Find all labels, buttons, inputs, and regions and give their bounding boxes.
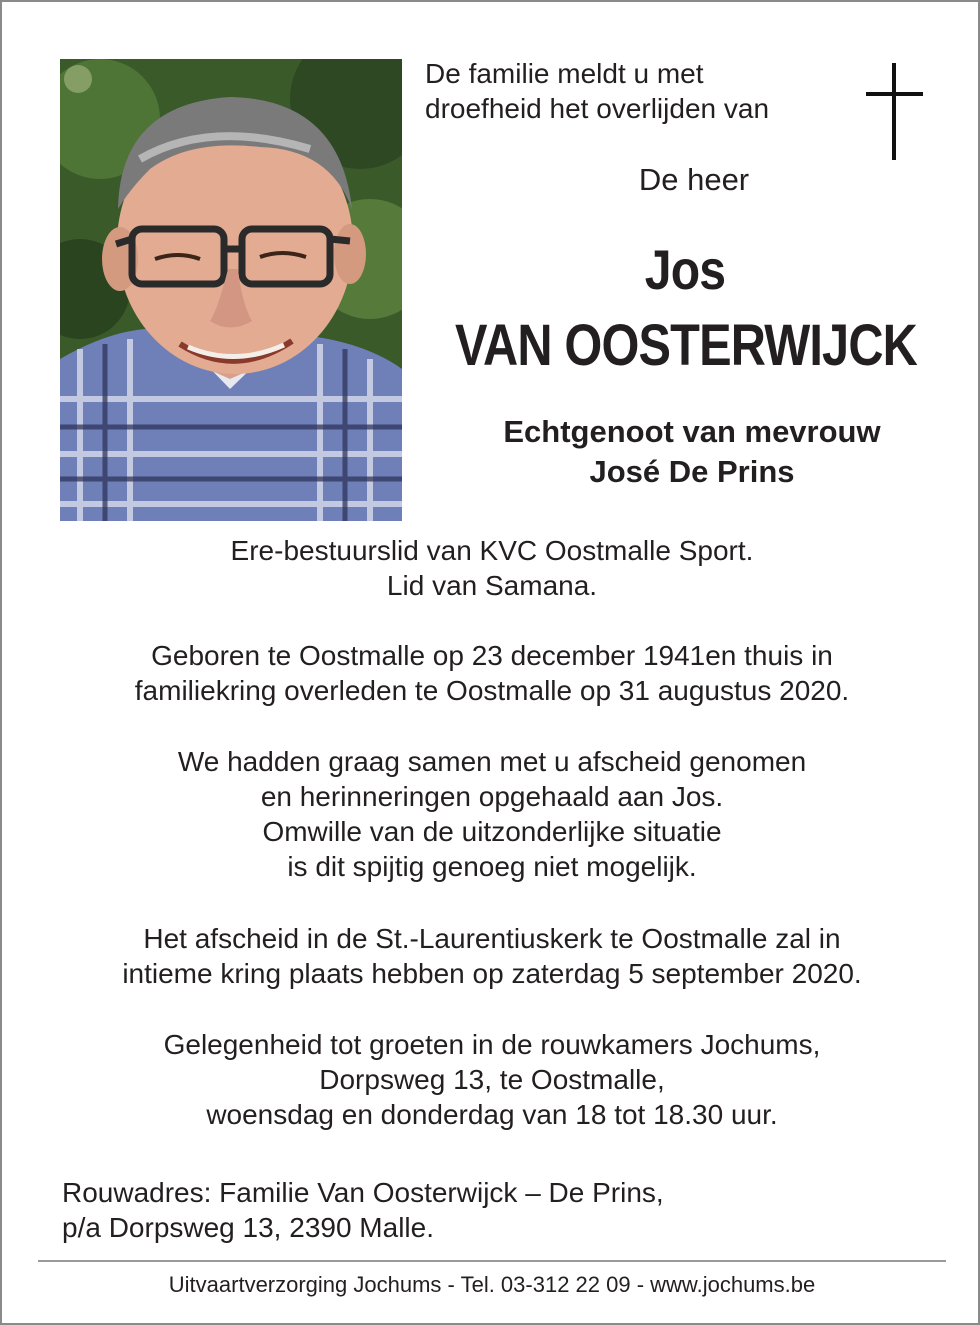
spouse-line-2: José De Prins — [589, 454, 795, 489]
memberships-line-2: Lid van Samana. — [386, 570, 598, 601]
address-line-2: p/a Dorpsweg 13, 2390 Malle. — [62, 1212, 434, 1243]
mourning-address — [62, 1175, 862, 1245]
birth-death-info — [22, 638, 962, 708]
salutation: De heer — [638, 162, 750, 197]
address-line-1: Rouwadres: Familie Van Oosterwijck – De Prins, — [62, 1177, 664, 1208]
deceased-last-name: VAN OOSTERWIJCK — [454, 313, 918, 378]
announcement-intro — [425, 56, 845, 126]
visitation-info — [22, 1027, 962, 1132]
cross-icon — [866, 63, 924, 161]
birth-death-line-2: familiekring overleden te Oostmalle op 31 augustus 2020. — [134, 675, 850, 706]
visitation-line-1: Gelegenheid tot groeten in de rouwkamers Jochums, — [163, 1029, 821, 1060]
birth-death-line-1: Geboren te Oostmalle op 23 december 1941en thuis in — [151, 640, 833, 671]
message-line-1: We hadden graag samen met u afscheid genomen — [177, 746, 807, 777]
ceremony-line-2: intieme kring plaats hebben op zaterdag 5 september 2020. — [122, 958, 862, 989]
memberships-line-1: Ere-bestuurslid van KVC Oostmalle Sport. — [230, 535, 754, 566]
message-line-3: Omwille van de uitzonderlijke situatie — [262, 816, 722, 847]
memberships — [22, 533, 962, 603]
spouse-line-1: Echtgenoot van mevrouw — [503, 414, 881, 449]
intro-line-2: droefheid het overlijden van — [425, 93, 770, 124]
message-line-4: is dit spijtig genoeg niet mogelijk. — [287, 851, 697, 882]
spouse-info — [422, 412, 962, 492]
visitation-line-2: Dorpsweg 13, te Oostmalle, — [319, 1064, 665, 1095]
ceremony-info — [22, 921, 962, 991]
funeral-home-footer: Uitvaartverzorging Jochums - Tel. 03-312 22 09 - www.jochums.be — [168, 1272, 816, 1297]
message-line-2: en herinneringen opgehaald aan Jos. — [260, 781, 724, 812]
deceased-first-name: Jos — [644, 238, 726, 301]
farewell-message — [22, 744, 962, 884]
portrait-photo — [60, 59, 402, 521]
intro-line-1: De familie meldt u met — [425, 58, 704, 89]
footer-divider — [38, 1260, 946, 1262]
portrait-illustration — [60, 59, 402, 521]
visitation-line-3: woensdag en donderdag van 18 tot 18.30 uur. — [206, 1099, 778, 1130]
ceremony-line-1: Het afscheid in de St.-Laurentiuskerk te Oostmalle zal in — [143, 923, 841, 954]
